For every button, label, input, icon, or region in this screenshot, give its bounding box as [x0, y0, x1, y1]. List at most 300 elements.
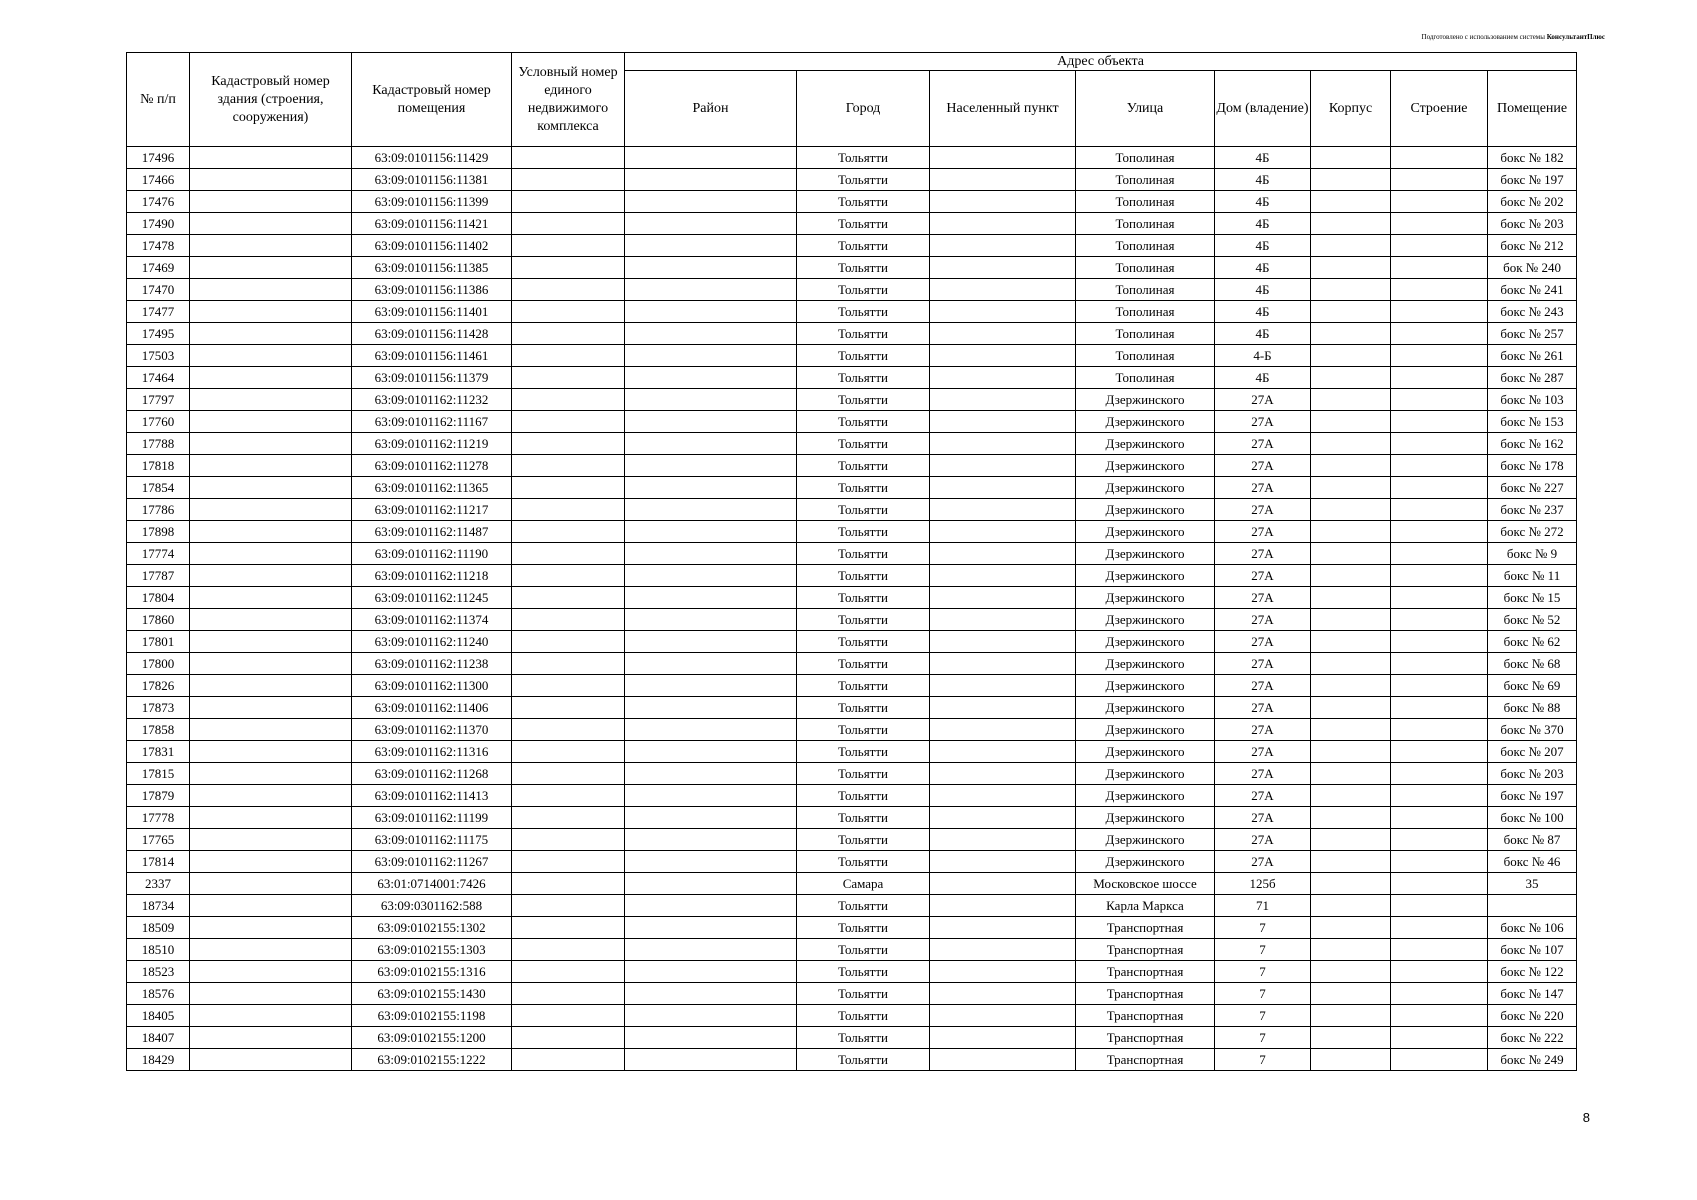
cell-room: бокс № 69: [1488, 675, 1577, 697]
cell-street: Транспортная: [1076, 917, 1215, 939]
cell-num: 17470: [127, 279, 190, 301]
cell-house: 27А: [1215, 697, 1311, 719]
cell-settlement: [930, 191, 1076, 213]
cell-district: [625, 917, 797, 939]
cell-room-cadastral: 63:09:0101156:11402: [352, 235, 512, 257]
cell-settlement: [930, 433, 1076, 455]
cell-num: 17818: [127, 455, 190, 477]
cell-complex-number: [512, 235, 625, 257]
cell-complex-number: [512, 521, 625, 543]
cell-complex-number: [512, 1049, 625, 1071]
cell-street: Тополиная: [1076, 213, 1215, 235]
cell-room-cadastral: 63:09:0101162:11278: [352, 455, 512, 477]
cell-room: бокс № 241: [1488, 279, 1577, 301]
cell-korpus: [1311, 807, 1391, 829]
cell-num: 17765: [127, 829, 190, 851]
cell-house: 27А: [1215, 719, 1311, 741]
cell-street: Дзержинского: [1076, 543, 1215, 565]
cell-street: Дзержинского: [1076, 499, 1215, 521]
cell-settlement: [930, 653, 1076, 675]
top-note-brand: КонсультантПлюс: [1546, 33, 1605, 41]
cell-num: 17786: [127, 499, 190, 521]
cell-building: [1391, 719, 1488, 741]
cell-room: бокс № 178: [1488, 455, 1577, 477]
cell-num: 17801: [127, 631, 190, 653]
cell-room-cadastral: 63:09:0101162:11267: [352, 851, 512, 873]
cell-korpus: [1311, 675, 1391, 697]
cell-settlement: [930, 939, 1076, 961]
cell-district: [625, 1049, 797, 1071]
cell-building-cadastral: [190, 609, 352, 631]
cell-room: бокс № 207: [1488, 741, 1577, 763]
cell-building: [1391, 983, 1488, 1005]
cell-num: 17800: [127, 653, 190, 675]
table-body: [127, 147, 1577, 1071]
table-row: [127, 257, 1577, 279]
cell-street: Дзержинского: [1076, 411, 1215, 433]
cell-complex-number: [512, 301, 625, 323]
cell-building-cadastral: [190, 873, 352, 895]
cell-num: 17854: [127, 477, 190, 499]
cell-room: бокс № 222: [1488, 1027, 1577, 1049]
cell-house: 4Б: [1215, 235, 1311, 257]
table-row: [127, 323, 1577, 345]
cell-building-cadastral: [190, 587, 352, 609]
top-note: [1422, 33, 1605, 41]
cell-building-cadastral: [190, 279, 352, 301]
cell-num: 17879: [127, 785, 190, 807]
cell-korpus: [1311, 895, 1391, 917]
table-row: [127, 785, 1577, 807]
cell-building: [1391, 1049, 1488, 1071]
cell-city: Самара: [797, 873, 930, 895]
cell-korpus: [1311, 719, 1391, 741]
cell-building-cadastral: [190, 433, 352, 455]
cell-street: Тополиная: [1076, 147, 1215, 169]
cell-room: бокс № 249: [1488, 1049, 1577, 1071]
cell-room: бокс № 103: [1488, 389, 1577, 411]
cell-district: [625, 983, 797, 1005]
cell-settlement: [930, 675, 1076, 697]
cell-num: 17495: [127, 323, 190, 345]
cell-house: 27А: [1215, 477, 1311, 499]
table-row: [127, 1049, 1577, 1071]
cell-district: [625, 895, 797, 917]
cell-settlement: [930, 367, 1076, 389]
cell-house: 4Б: [1215, 301, 1311, 323]
cell-building: [1391, 829, 1488, 851]
cell-building-cadastral: [190, 213, 352, 235]
cell-house: 27А: [1215, 807, 1311, 829]
cell-room-cadastral: 63:09:0101156:11385: [352, 257, 512, 279]
cell-num: 17466: [127, 169, 190, 191]
cell-settlement: [930, 543, 1076, 565]
cell-korpus: [1311, 235, 1391, 257]
cell-room: бокс № 87: [1488, 829, 1577, 851]
cell-building: [1391, 235, 1488, 257]
cell-house: 27А: [1215, 455, 1311, 477]
cell-room-cadastral: 63:09:0101162:11245: [352, 587, 512, 609]
table-row: [127, 653, 1577, 675]
cell-complex-number: [512, 961, 625, 983]
cell-building: [1391, 895, 1488, 917]
cell-street: Дзержинского: [1076, 697, 1215, 719]
cell-room: бокс № 261: [1488, 345, 1577, 367]
table-row: [127, 367, 1577, 389]
cell-street: Дзержинского: [1076, 741, 1215, 763]
cell-district: [625, 345, 797, 367]
cell-house: 7: [1215, 961, 1311, 983]
cell-house: 27А: [1215, 763, 1311, 785]
cell-street: Транспортная: [1076, 961, 1215, 983]
cell-building-cadastral: [190, 499, 352, 521]
cell-building: [1391, 653, 1488, 675]
cell-city: Тольятти: [797, 895, 930, 917]
cell-building: [1391, 851, 1488, 873]
cell-house: 27А: [1215, 741, 1311, 763]
cell-settlement: [930, 1027, 1076, 1049]
cell-building-cadastral: [190, 367, 352, 389]
cell-house: 7: [1215, 1049, 1311, 1071]
cell-room: бокс № 147: [1488, 983, 1577, 1005]
cell-room: бокс № 100: [1488, 807, 1577, 829]
cell-num: 17760: [127, 411, 190, 433]
cell-city: Тольятти: [797, 719, 930, 741]
cell-room-cadastral: 63:09:0101162:11175: [352, 829, 512, 851]
cell-room: бокс № 88: [1488, 697, 1577, 719]
cell-korpus: [1311, 279, 1391, 301]
cell-district: [625, 631, 797, 653]
cell-korpus: [1311, 433, 1391, 455]
cell-building: [1391, 191, 1488, 213]
cell-city: Тольятти: [797, 697, 930, 719]
cell-settlement: [930, 785, 1076, 807]
table-row: [127, 631, 1577, 653]
cell-building: [1391, 499, 1488, 521]
cell-room-cadastral: 63:09:0101162:11370: [352, 719, 512, 741]
cell-korpus: [1311, 147, 1391, 169]
cell-city: Тольятти: [797, 763, 930, 785]
cell-building: [1391, 301, 1488, 323]
cell-num: 17831: [127, 741, 190, 763]
cell-korpus: [1311, 785, 1391, 807]
cell-room: бокс № 287: [1488, 367, 1577, 389]
cell-room-cadastral: 63:09:0102155:1430: [352, 983, 512, 1005]
table-row: [127, 895, 1577, 917]
cell-settlement: [930, 983, 1076, 1005]
cell-city: Тольятти: [797, 851, 930, 873]
cell-room: бокс № 212: [1488, 235, 1577, 257]
cell-city: Тольятти: [797, 829, 930, 851]
cell-room-cadastral: 63:09:0102155:1222: [352, 1049, 512, 1071]
cell-house: 4Б: [1215, 279, 1311, 301]
cell-settlement: [930, 851, 1076, 873]
cell-building-cadastral: [190, 675, 352, 697]
cell-num: 17797: [127, 389, 190, 411]
cell-complex-number: [512, 433, 625, 455]
cell-street: Дзержинского: [1076, 719, 1215, 741]
cell-building: [1391, 323, 1488, 345]
cell-num: 18734: [127, 895, 190, 917]
cell-house: 71: [1215, 895, 1311, 917]
cell-room-cadastral: 63:09:0101156:11421: [352, 213, 512, 235]
cell-building-cadastral: [190, 697, 352, 719]
cell-settlement: [930, 873, 1076, 895]
cell-house: 125б: [1215, 873, 1311, 895]
cell-settlement: [930, 609, 1076, 631]
table-row: [127, 961, 1577, 983]
table-row: [127, 917, 1577, 939]
cell-district: [625, 257, 797, 279]
cell-complex-number: [512, 829, 625, 851]
cell-city: Тольятти: [797, 235, 930, 257]
cell-korpus: [1311, 851, 1391, 873]
cell-building: [1391, 147, 1488, 169]
cell-settlement: [930, 257, 1076, 279]
cell-korpus: [1311, 213, 1391, 235]
cell-house: 27А: [1215, 389, 1311, 411]
cell-building-cadastral: [190, 345, 352, 367]
cell-house: 27А: [1215, 433, 1311, 455]
cell-complex-number: [512, 1005, 625, 1027]
cell-korpus: [1311, 345, 1391, 367]
cell-settlement: [930, 565, 1076, 587]
cell-city: Тольятти: [797, 631, 930, 653]
cell-korpus: [1311, 565, 1391, 587]
cell-room: бокс № 46: [1488, 851, 1577, 873]
cell-korpus: [1311, 521, 1391, 543]
cell-korpus: [1311, 455, 1391, 477]
cell-house: 4Б: [1215, 213, 1311, 235]
cell-building-cadastral: [190, 455, 352, 477]
cell-street: Транспортная: [1076, 1049, 1215, 1071]
cell-complex-number: [512, 917, 625, 939]
cell-city: Тольятти: [797, 785, 930, 807]
cell-house: 27А: [1215, 829, 1311, 851]
cell-district: [625, 873, 797, 895]
cell-building: [1391, 455, 1488, 477]
cell-building-cadastral: [190, 147, 352, 169]
cell-room-cadastral: 63:09:0101162:11300: [352, 675, 512, 697]
cell-settlement: [930, 763, 1076, 785]
cell-room: бокс № 182: [1488, 147, 1577, 169]
cell-house: 4Б: [1215, 147, 1311, 169]
cell-room: бокс № 197: [1488, 785, 1577, 807]
cell-room-cadastral: 63:09:0101162:11217: [352, 499, 512, 521]
cell-house: 27А: [1215, 543, 1311, 565]
cell-settlement: [930, 323, 1076, 345]
cell-korpus: [1311, 257, 1391, 279]
table-row: [127, 807, 1577, 829]
cell-street: Дзержинского: [1076, 389, 1215, 411]
cell-num: 18576: [127, 983, 190, 1005]
cell-room: бокс № 11: [1488, 565, 1577, 587]
table-row: [127, 521, 1577, 543]
cell-street: Карла Маркса: [1076, 895, 1215, 917]
cell-street: Дзержинского: [1076, 455, 1215, 477]
cell-complex-number: [512, 367, 625, 389]
cell-room-cadastral: 63:09:0101162:11365: [352, 477, 512, 499]
cell-complex-number: [512, 763, 625, 785]
cell-district: [625, 389, 797, 411]
cell-korpus: [1311, 763, 1391, 785]
cell-settlement: [930, 895, 1076, 917]
cell-num: 17778: [127, 807, 190, 829]
cell-city: Тольятти: [797, 807, 930, 829]
cell-building: [1391, 675, 1488, 697]
table-row: [127, 477, 1577, 499]
cell-building-cadastral: [190, 1027, 352, 1049]
cell-street: Транспортная: [1076, 1005, 1215, 1027]
table-row: [127, 763, 1577, 785]
cell-house: 27А: [1215, 785, 1311, 807]
cell-house: 7: [1215, 939, 1311, 961]
cell-korpus: [1311, 609, 1391, 631]
cell-room-cadastral: 63:09:0101162:11199: [352, 807, 512, 829]
header-building: Строение: [1391, 71, 1488, 147]
cell-building: [1391, 939, 1488, 961]
cell-city: Тольятти: [797, 323, 930, 345]
cell-building-cadastral: [190, 807, 352, 829]
cell-complex-number: [512, 785, 625, 807]
cell-building: [1391, 873, 1488, 895]
cell-room-cadastral: 63:09:0102155:1303: [352, 939, 512, 961]
cell-room-cadastral: 63:09:0101162:11406: [352, 697, 512, 719]
cell-num: 17860: [127, 609, 190, 631]
cell-city: Тольятти: [797, 279, 930, 301]
cell-building-cadastral: [190, 235, 352, 257]
cell-room-cadastral: 63:01:0714001:7426: [352, 873, 512, 895]
cell-building-cadastral: [190, 917, 352, 939]
cell-city: Тольятти: [797, 1005, 930, 1027]
table-row: [127, 499, 1577, 521]
cell-room-cadastral: 63:09:0101162:11167: [352, 411, 512, 433]
cell-complex-number: [512, 323, 625, 345]
cell-num: 17873: [127, 697, 190, 719]
cell-room: бокс № 107: [1488, 939, 1577, 961]
cell-city: Тольятти: [797, 499, 930, 521]
cell-complex-number: [512, 873, 625, 895]
cell-house: 4Б: [1215, 257, 1311, 279]
cell-room-cadastral: 63:09:0101162:11238: [352, 653, 512, 675]
cell-room-cadastral: 63:09:0101162:11219: [352, 433, 512, 455]
cell-building: [1391, 213, 1488, 235]
cell-district: [625, 191, 797, 213]
cell-building-cadastral: [190, 191, 352, 213]
cell-settlement: [930, 279, 1076, 301]
cell-district: [625, 807, 797, 829]
cell-settlement: [930, 411, 1076, 433]
cell-district: [625, 741, 797, 763]
table-row: [127, 609, 1577, 631]
cell-street: Тополиная: [1076, 191, 1215, 213]
cell-house: 27А: [1215, 653, 1311, 675]
cell-building: [1391, 565, 1488, 587]
cell-house: 27А: [1215, 587, 1311, 609]
cell-city: Тольятти: [797, 543, 930, 565]
cell-room-cadastral: 63:09:0101156:11461: [352, 345, 512, 367]
cell-district: [625, 939, 797, 961]
cell-street: Дзержинского: [1076, 477, 1215, 499]
cell-room-cadastral: 63:09:0101156:11401: [352, 301, 512, 323]
cell-room-cadastral: 63:09:0101162:11240: [352, 631, 512, 653]
cell-building: [1391, 389, 1488, 411]
header-address-group: Адрес объекта: [625, 53, 1577, 71]
table-row: [127, 389, 1577, 411]
cell-korpus: [1311, 697, 1391, 719]
cell-district: [625, 587, 797, 609]
cell-settlement: [930, 961, 1076, 983]
cell-street: Тополиная: [1076, 301, 1215, 323]
cell-room: бок № 240: [1488, 257, 1577, 279]
cell-building-cadastral: [190, 169, 352, 191]
cell-street: Дзержинского: [1076, 433, 1215, 455]
cell-num: 17496: [127, 147, 190, 169]
cell-building-cadastral: [190, 939, 352, 961]
cell-district: [625, 433, 797, 455]
cell-house: 27А: [1215, 851, 1311, 873]
table-row: [127, 301, 1577, 323]
cell-street: Дзержинского: [1076, 829, 1215, 851]
cell-room: [1488, 895, 1577, 917]
cell-street: Транспортная: [1076, 939, 1215, 961]
header-room-cadastral: Кадастровый номер помещения: [352, 53, 512, 147]
cell-complex-number: [512, 653, 625, 675]
table-row: [127, 433, 1577, 455]
cell-complex-number: [512, 147, 625, 169]
table-row: [127, 279, 1577, 301]
cell-street: Дзержинского: [1076, 785, 1215, 807]
cell-room-cadastral: 63:09:0101156:11399: [352, 191, 512, 213]
cell-building: [1391, 543, 1488, 565]
cell-district: [625, 455, 797, 477]
cell-settlement: [930, 345, 1076, 367]
cell-city: Тольятти: [797, 169, 930, 191]
cell-district: [625, 543, 797, 565]
cell-complex-number: [512, 851, 625, 873]
cell-room: бокс № 237: [1488, 499, 1577, 521]
cell-city: Тольятти: [797, 983, 930, 1005]
cell-house: 27А: [1215, 675, 1311, 697]
cell-building: [1391, 279, 1488, 301]
cell-house: 27А: [1215, 565, 1311, 587]
cell-room-cadastral: 63:09:0102155:1316: [352, 961, 512, 983]
cell-room-cadastral: 63:09:0102155:1198: [352, 1005, 512, 1027]
cell-korpus: [1311, 917, 1391, 939]
header-district: Район: [625, 71, 797, 147]
cell-house: 7: [1215, 1005, 1311, 1027]
cell-room: бокс № 197: [1488, 169, 1577, 191]
cell-complex-number: [512, 895, 625, 917]
cell-settlement: [930, 741, 1076, 763]
cell-street: Дзержинского: [1076, 675, 1215, 697]
cell-num: 18405: [127, 1005, 190, 1027]
cell-district: [625, 851, 797, 873]
cell-building: [1391, 807, 1488, 829]
cell-building: [1391, 521, 1488, 543]
cell-street: Транспортная: [1076, 983, 1215, 1005]
cell-district: [625, 367, 797, 389]
cell-settlement: [930, 1005, 1076, 1027]
registry-table: [126, 52, 1577, 1071]
cell-num: 18510: [127, 939, 190, 961]
cell-district: [625, 719, 797, 741]
cell-complex-number: [512, 169, 625, 191]
cell-city: Тольятти: [797, 1049, 930, 1071]
cell-city: Тольятти: [797, 1027, 930, 1049]
cell-city: Тольятти: [797, 609, 930, 631]
cell-settlement: [930, 455, 1076, 477]
